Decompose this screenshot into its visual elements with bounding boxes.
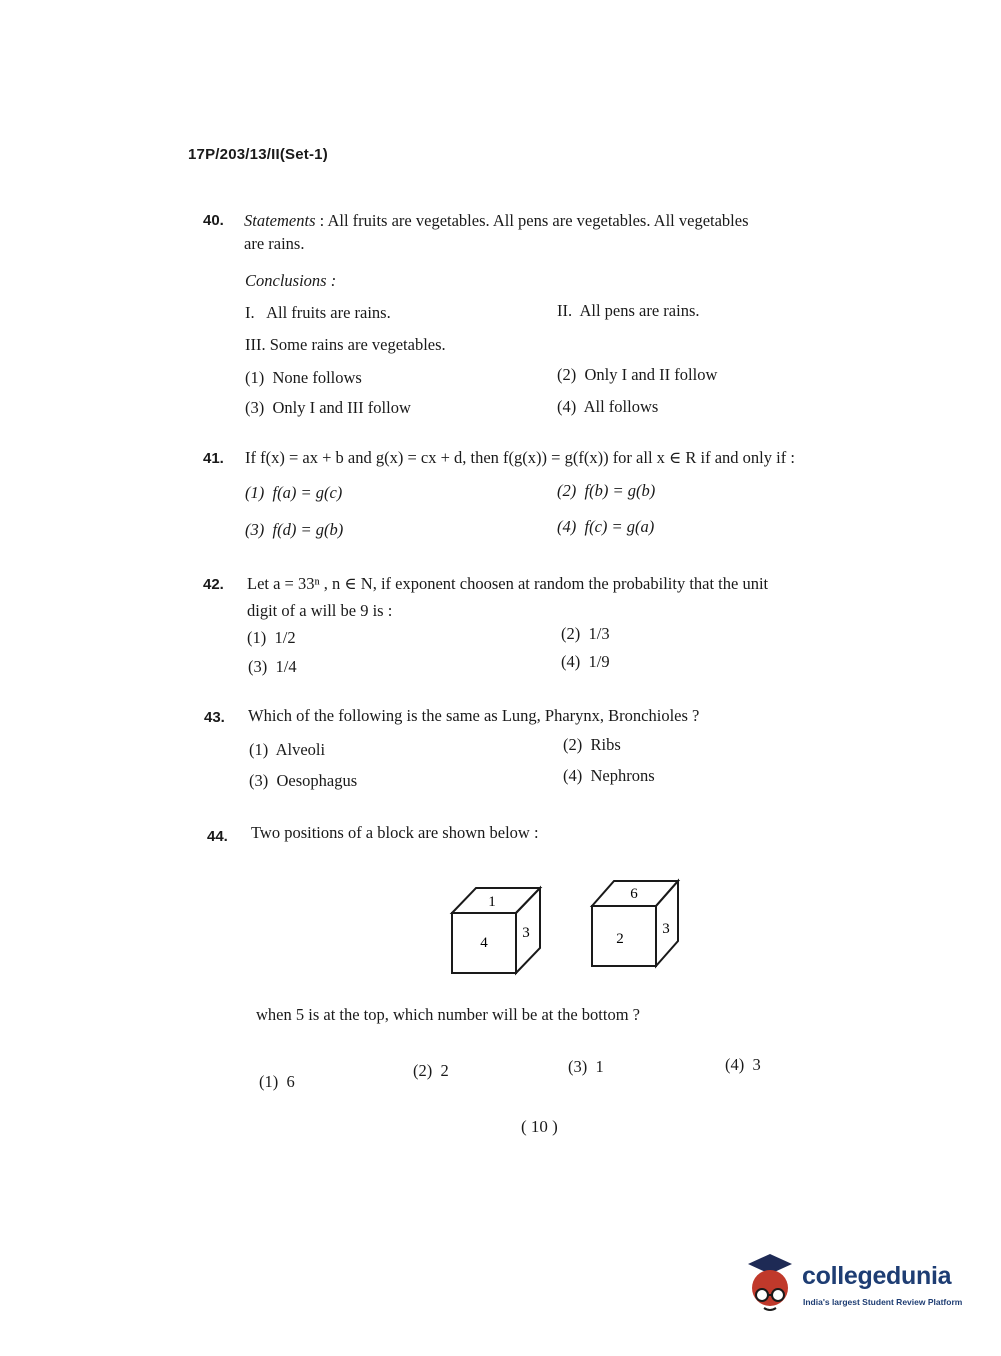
- q41-number: 41.: [203, 450, 224, 467]
- q40-statements-label: Statements: [244, 211, 316, 230]
- logo-name: collegedunia: [802, 1262, 952, 1290]
- q43-option-1[interactable]: (1) Alveoli: [249, 740, 326, 759]
- q40-option-1[interactable]: (1) None follows: [245, 368, 362, 387]
- q44-option-4[interactable]: (4) 3: [725, 1055, 761, 1074]
- cube-position-2: [580, 876, 700, 976]
- q43-option-3[interactable]: (3) Oesophagus: [249, 771, 358, 790]
- mascot-logo-icon: [740, 1250, 800, 1316]
- q43-number: 43.: [204, 709, 225, 726]
- q40-conclusion-3: III. Some rains are vegetables.: [245, 335, 446, 354]
- q44-text: Two positions of a block are shown below :: [251, 823, 539, 842]
- q42-option-2[interactable]: (2) 1/3: [561, 624, 610, 643]
- cube2-right-number: 3: [662, 921, 670, 937]
- cube1-front-number: 4: [480, 935, 488, 951]
- q44-question: when 5 is at the top, which number will be at the bottom ?: [256, 1005, 641, 1024]
- page-number: ( 10 ): [521, 1117, 558, 1136]
- logo-tagline: India's largest Student Review Platform: [803, 1297, 963, 1307]
- q42-option-3[interactable]: (3) 1/4: [248, 657, 297, 676]
- q44-number: 44.: [207, 828, 228, 845]
- q40-option-3[interactable]: (3) Only I and III follow: [245, 398, 411, 417]
- q44-option-2[interactable]: (2) 2: [413, 1061, 449, 1080]
- q40-statements: Statements : All fruits are vegetables. All pens are vegetables. All vegetables: [244, 211, 749, 230]
- cube1-top-number: 1: [488, 894, 496, 910]
- q43-option-4[interactable]: (4) Nephrons: [563, 766, 655, 785]
- cube-position-1: [440, 880, 560, 980]
- q42-option-4[interactable]: (4) 1/9: [561, 652, 610, 671]
- q41-option-3[interactable]: (3) f(d) = g(b): [245, 520, 344, 539]
- q41-option-4[interactable]: (4) f(c) = g(a): [557, 517, 655, 536]
- q40-conclusion-2: II. All pens are rains.: [557, 301, 700, 320]
- cube2-front-number: 2: [616, 931, 624, 947]
- q42-text-2: digit of a will be 9 is :: [247, 601, 393, 620]
- q43-option-2[interactable]: (2) Ribs: [563, 735, 621, 754]
- q40-option-2[interactable]: (2) Only I and II follow: [557, 365, 718, 384]
- q40-statements-text: All fruits are vegetables. All pens are vegetables. All vegetables: [327, 211, 749, 230]
- q44-option-1[interactable]: (1) 6: [259, 1072, 295, 1091]
- q40-conclusions-label: Conclusions :: [245, 271, 337, 290]
- cube1-right-number: 3: [522, 925, 530, 941]
- q40-conclusion-1: I. All fruits are rains.: [245, 303, 391, 322]
- q42-text: Let a = 33ⁿ , n ∈ N, if exponent choosen at random the probability that the unit: [247, 574, 769, 593]
- q40-statements-text-2: are rains.: [244, 234, 305, 253]
- q40-number: 40.: [203, 212, 224, 229]
- q43-text: Which of the following is the same as Lung, Pharynx, Bronchioles ?: [248, 706, 700, 725]
- cube2-front-face: [592, 906, 656, 966]
- cube2-top-number: 6: [630, 886, 638, 902]
- q41-text: If f(x) = ax + b and g(x) = cx + d, then f(g(x)) = g(f(x)) for all x ∈ R if and only if :: [245, 448, 795, 467]
- q42-option-1[interactable]: (1) 1/2: [247, 628, 296, 647]
- paper-code: 17P/203/13/II(Set-1): [188, 146, 328, 163]
- q41-option-2[interactable]: (2) f(b) = g(b): [557, 481, 656, 500]
- q44-option-3[interactable]: (3) 1: [568, 1057, 604, 1076]
- q42-number: 42.: [203, 576, 224, 593]
- q41-option-1[interactable]: (1) f(a) = g(c): [245, 483, 343, 502]
- q40-option-4[interactable]: (4) All follows: [557, 397, 659, 416]
